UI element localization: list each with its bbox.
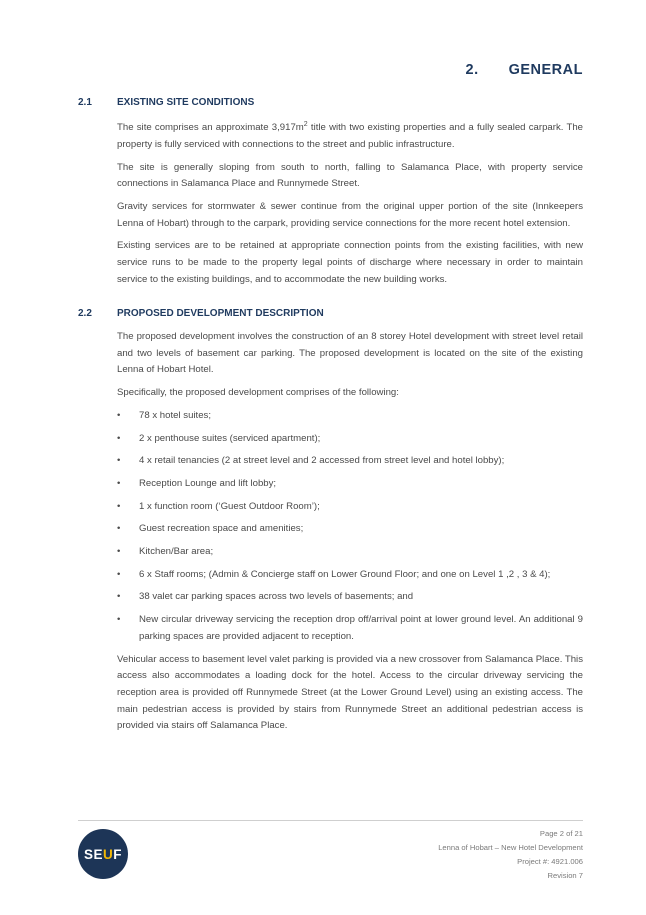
- section-heading-2-2: [78, 308, 324, 319]
- section-2-1-body: [117, 117, 583, 295]
- section-number: 2.2: [78, 308, 92, 319]
- list-item: • 2 x penthouse suites (serviced apartment);: [117, 431, 583, 448]
- project-number: Project #: 4921.006: [517, 857, 583, 866]
- list-item: • Guest recreation space and amenities;: [117, 521, 583, 538]
- list-item: • Kitchen/Bar area;: [117, 544, 583, 561]
- paragraph: Existing services are to be retained at appropriate connection points from the existing facilities, with new service runs to be made to the property legal points of discharge where necessary in order to maintain service to the existing buildings, and to accommodate the new building works.: [117, 240, 583, 285]
- section-number: 2.1: [78, 97, 92, 108]
- list-item: • 1 x function room (‘Guest Outdoor Room’);: [117, 499, 583, 516]
- section-title: PROPOSED DEVELOPMENT DESCRIPTION: [117, 308, 324, 319]
- paragraph: Gravity services for stormwater & sewer continue from the original upper portion of the site (Innkeepers Lenna of Hobart) through to the carpark, providing service connections for the more recent hotel extension.: [117, 201, 583, 229]
- revision: Revision 7: [547, 871, 583, 880]
- list-item: • 4 x retail tenancies (2 at street level and 2 accessed from street level and hotel lobby);: [117, 453, 583, 470]
- paragraph: Specifically, the proposed development comprises of the following:: [117, 387, 399, 399]
- list-item: • Reception Lounge and lift lobby;: [117, 476, 583, 493]
- page-number: Page 2 of 21: [539, 829, 583, 838]
- section-title: EXISTING SITE CONDITIONS: [117, 97, 255, 108]
- chapter-number: 2.: [465, 62, 479, 78]
- paragraph: The site is generally sloping from south to north, falling to Salamanca Place, with property service connections in Salamanca Place and Runnymede Street.: [117, 161, 583, 190]
- paragraph: The proposed development involves the construction of an 8 storey Hotel development with street level retail and two levels of basement car parking. The proposed development is located on the site of the existing Lenna of Hobart Hotel.: [117, 331, 583, 376]
- footer-info: [438, 827, 583, 883]
- development-list: [117, 408, 583, 646]
- list-item: • 6 x Staff rooms; (Admin & Concierge staff on Lower Ground Floor; and one on Level 1 ,2 , 3 & 4);: [117, 567, 583, 584]
- list-item: • 78 x hotel suites;: [117, 408, 583, 425]
- paragraph: The site comprises an approximate $3,917m^2$ title with two existing properties and a fully sealed carpark. The property is fully serviced with connections to the street and public infrastructure.: [117, 121, 583, 150]
- project-name: Lenna of Hobart – New Hotel Development: [438, 843, 583, 852]
- chapter-heading: GENERAL: [508, 62, 583, 78]
- section-heading-2-1: [78, 97, 254, 108]
- paragraph: Vehicular access to basement level valet parking is provided via a new crossover from Salamanca Place. This access also accommodates a loading dock for the hotel. Access to the circular driveway servicing the reception area is provided off Runnymede Street (at the Lower Ground Level) using an existing access. The main pedestrian access is provided by stairs from Runnymede Street an additional pedestrian access is provided via stairs off Salamanca Place.: [117, 653, 583, 732]
- list-item: • New circular driveway servicing the reception drop off/arrival point at lower ground level. An additional 9 parking spaces are provided adjacent to reception.: [117, 612, 583, 645]
- chapter-title: [466, 62, 584, 78]
- company-logo: SE U F: [78, 829, 128, 879]
- section-2-2-body: [117, 329, 583, 741]
- list-item: • 38 valet car parking spaces across two levels of basements; and: [117, 589, 583, 606]
- footer-divider: [78, 820, 583, 821]
